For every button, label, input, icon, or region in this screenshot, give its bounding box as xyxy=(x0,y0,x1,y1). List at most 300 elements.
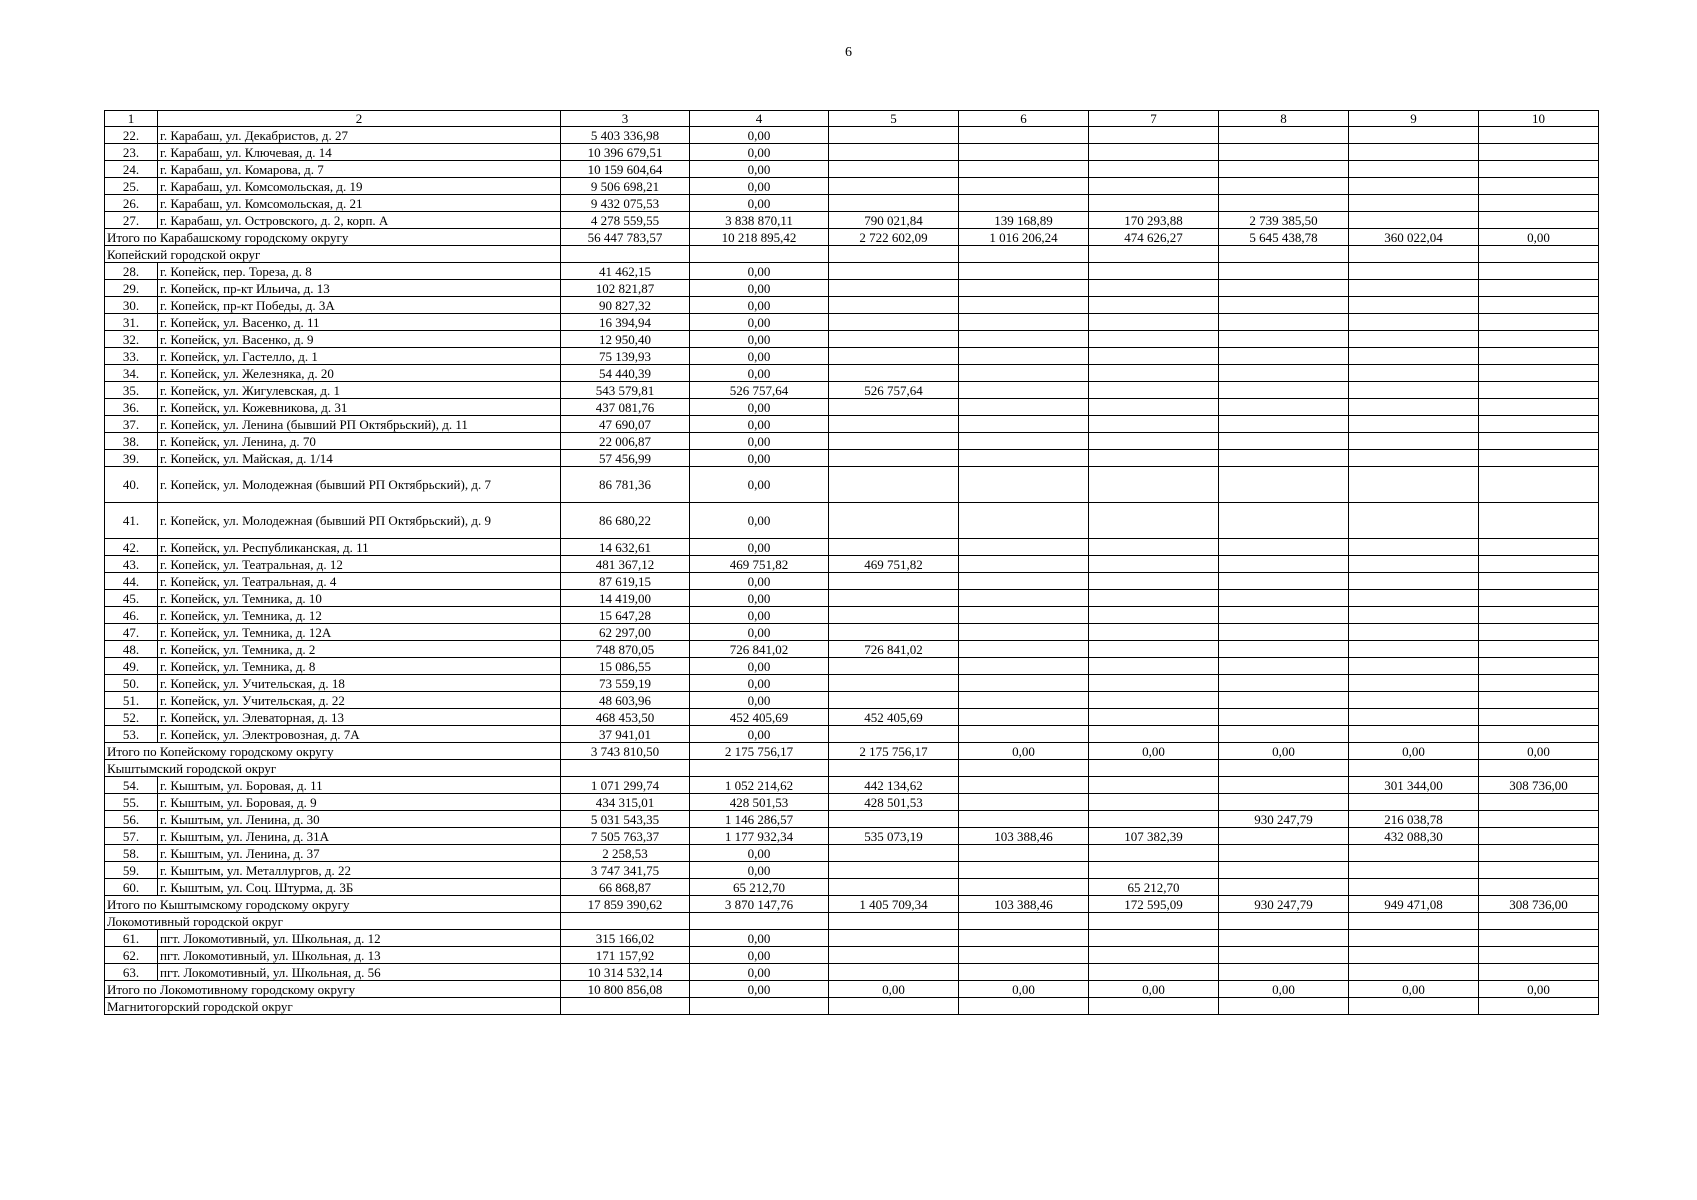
value-cell: 0,00 xyxy=(690,127,829,144)
table-row xyxy=(105,280,1599,297)
total-row xyxy=(105,229,1599,246)
value-cell: 86 781,36 xyxy=(561,467,690,503)
group-label-cell: Копейский городской округ xyxy=(105,246,561,263)
value-cell xyxy=(1219,709,1349,726)
value-cell xyxy=(959,127,1089,144)
value-cell: 37 941,01 xyxy=(561,726,690,743)
address-cell: г. Копейск, ул. Театральная, д. 12 xyxy=(158,556,561,573)
value-cell: 0,00 xyxy=(690,539,829,556)
value-cell xyxy=(1089,382,1219,399)
value-cell xyxy=(1089,692,1219,709)
empty-cell xyxy=(1349,760,1479,777)
empty-cell xyxy=(690,246,829,263)
value-cell xyxy=(1349,726,1479,743)
table-row xyxy=(105,794,1599,811)
address-cell: г. Копейск, ул. Темника, д. 12А xyxy=(158,624,561,641)
total-value-cell: 0,00 xyxy=(690,981,829,998)
value-cell: 0,00 xyxy=(690,658,829,675)
value-cell xyxy=(1219,433,1349,450)
value-cell xyxy=(1089,862,1219,879)
table-row xyxy=(105,314,1599,331)
value-cell: 452 405,69 xyxy=(829,709,959,726)
value-cell xyxy=(1089,178,1219,195)
value-cell xyxy=(1089,641,1219,658)
row-number-cell: 36. xyxy=(105,399,158,416)
value-cell xyxy=(1219,539,1349,556)
value-cell xyxy=(1219,794,1349,811)
value-cell xyxy=(1349,314,1479,331)
value-cell: 468 453,50 xyxy=(561,709,690,726)
value-cell xyxy=(959,641,1089,658)
empty-cell xyxy=(1089,998,1219,1015)
value-cell xyxy=(1349,624,1479,641)
value-cell xyxy=(1089,777,1219,794)
value-cell xyxy=(829,590,959,607)
value-cell: 726 841,02 xyxy=(690,641,829,658)
empty-cell xyxy=(561,246,690,263)
value-cell: 9 432 075,53 xyxy=(561,195,690,212)
value-cell xyxy=(1479,590,1599,607)
row-number-cell: 29. xyxy=(105,280,158,297)
table-row xyxy=(105,503,1599,539)
value-cell xyxy=(959,556,1089,573)
value-cell: 75 139,93 xyxy=(561,348,690,365)
value-cell xyxy=(959,161,1089,178)
value-cell xyxy=(1349,845,1479,862)
table-row xyxy=(105,144,1599,161)
value-cell: 0,00 xyxy=(690,433,829,450)
value-cell xyxy=(959,692,1089,709)
value-cell: 0,00 xyxy=(690,348,829,365)
total-value-cell: 10 218 895,42 xyxy=(690,229,829,246)
value-cell: 930 247,79 xyxy=(1219,811,1349,828)
empty-cell xyxy=(1479,913,1599,930)
value-cell xyxy=(829,862,959,879)
value-cell xyxy=(959,590,1089,607)
value-cell xyxy=(1479,692,1599,709)
value-cell xyxy=(1479,573,1599,590)
value-cell xyxy=(1219,127,1349,144)
total-value-cell: 0,00 xyxy=(1479,743,1599,760)
group-label-cell: Магнитогорский городской округ xyxy=(105,998,561,1015)
address-cell: г. Кыштым, ул. Ленина, д. 37 xyxy=(158,845,561,862)
value-cell: 4 278 559,55 xyxy=(561,212,690,229)
value-cell xyxy=(829,573,959,590)
row-number-cell: 47. xyxy=(105,624,158,641)
value-cell xyxy=(1479,416,1599,433)
total-value-cell: 172 595,09 xyxy=(1089,896,1219,913)
value-cell xyxy=(1479,348,1599,365)
value-cell xyxy=(1219,382,1349,399)
total-value-cell: 1 405 709,34 xyxy=(829,896,959,913)
value-cell xyxy=(1219,365,1349,382)
value-cell xyxy=(1479,811,1599,828)
value-cell xyxy=(959,467,1089,503)
value-cell xyxy=(1349,450,1479,467)
row-number-cell: 42. xyxy=(105,539,158,556)
total-value-cell: 5 645 438,78 xyxy=(1219,229,1349,246)
value-cell: 5 031 543,35 xyxy=(561,811,690,828)
value-cell: 87 619,15 xyxy=(561,573,690,590)
value-cell xyxy=(1479,433,1599,450)
value-cell xyxy=(1349,212,1479,229)
total-value-cell: 308 736,00 xyxy=(1479,896,1599,913)
table-row xyxy=(105,607,1599,624)
value-cell xyxy=(1349,692,1479,709)
value-cell xyxy=(1219,314,1349,331)
value-cell xyxy=(1349,964,1479,981)
value-cell xyxy=(1479,297,1599,314)
table-row xyxy=(105,590,1599,607)
value-cell xyxy=(829,675,959,692)
table-row xyxy=(105,675,1599,692)
row-number-cell: 51. xyxy=(105,692,158,709)
value-cell: 790 021,84 xyxy=(829,212,959,229)
value-cell xyxy=(829,280,959,297)
value-cell: 2 258,53 xyxy=(561,845,690,862)
column-header: 8 xyxy=(1219,111,1349,127)
value-cell xyxy=(829,314,959,331)
value-cell xyxy=(1479,641,1599,658)
value-cell: 48 603,96 xyxy=(561,692,690,709)
row-number-cell: 26. xyxy=(105,195,158,212)
address-cell: г. Копейск, ул. Темника, д. 2 xyxy=(158,641,561,658)
address-cell: г. Копейск, ул. Кожевникова, д. 31 xyxy=(158,399,561,416)
value-cell xyxy=(959,862,1089,879)
empty-cell xyxy=(959,760,1089,777)
value-cell xyxy=(1349,127,1479,144)
total-value-cell: 0,00 xyxy=(1089,981,1219,998)
value-cell: 0,00 xyxy=(690,964,829,981)
total-value-cell: 0,00 xyxy=(1349,743,1479,760)
address-cell: г. Копейск, ул. Ленина, д. 70 xyxy=(158,433,561,450)
value-cell xyxy=(959,811,1089,828)
table-row xyxy=(105,862,1599,879)
address-cell: г. Копейск, ул. Васенко, д. 11 xyxy=(158,314,561,331)
empty-cell xyxy=(959,246,1089,263)
value-cell xyxy=(1219,467,1349,503)
value-cell xyxy=(1219,348,1349,365)
value-cell: 0,00 xyxy=(690,624,829,641)
value-cell xyxy=(829,161,959,178)
value-cell xyxy=(1219,263,1349,280)
row-number-cell: 57. xyxy=(105,828,158,845)
value-cell: 47 690,07 xyxy=(561,416,690,433)
row-number-cell: 37. xyxy=(105,416,158,433)
row-number-cell: 35. xyxy=(105,382,158,399)
value-cell xyxy=(1219,556,1349,573)
total-value-cell: 0,00 xyxy=(959,981,1089,998)
value-cell: 65 212,70 xyxy=(690,879,829,896)
value-cell xyxy=(1479,195,1599,212)
address-cell: пгт. Локомотивный, ул. Школьная, д. 13 xyxy=(158,947,561,964)
address-cell: пгт. Локомотивный, ул. Школьная, д. 12 xyxy=(158,930,561,947)
value-cell xyxy=(1089,195,1219,212)
value-cell xyxy=(1349,433,1479,450)
total-value-cell: 930 247,79 xyxy=(1219,896,1349,913)
value-cell xyxy=(959,178,1089,195)
row-number-cell: 27. xyxy=(105,212,158,229)
address-cell: г. Копейск, ул. Ленина (бывший РП Октябрьский), д. 11 xyxy=(158,416,561,433)
table-row xyxy=(105,709,1599,726)
row-number-cell: 44. xyxy=(105,573,158,590)
table-row xyxy=(105,845,1599,862)
total-value-cell: 3 743 810,50 xyxy=(561,743,690,760)
value-cell xyxy=(1219,964,1349,981)
value-cell xyxy=(1479,658,1599,675)
value-cell: 0,00 xyxy=(690,416,829,433)
address-cell: г. Карабаш, ул. Комарова, д. 7 xyxy=(158,161,561,178)
address-cell: г. Копейск, ул. Молодежная (бывший РП Октябрьский), д. 7 xyxy=(158,467,561,503)
value-cell xyxy=(1479,828,1599,845)
value-cell xyxy=(1479,382,1599,399)
value-cell xyxy=(1219,161,1349,178)
value-cell: 1 177 932,34 xyxy=(690,828,829,845)
row-number-cell: 53. xyxy=(105,726,158,743)
value-cell: 748 870,05 xyxy=(561,641,690,658)
value-cell xyxy=(1349,794,1479,811)
value-cell xyxy=(959,658,1089,675)
row-number-cell: 25. xyxy=(105,178,158,195)
value-cell xyxy=(1089,658,1219,675)
empty-cell xyxy=(1219,998,1349,1015)
table-row xyxy=(105,450,1599,467)
value-cell xyxy=(829,845,959,862)
empty-cell xyxy=(1479,760,1599,777)
total-value-cell: 949 471,08 xyxy=(1349,896,1479,913)
empty-cell xyxy=(690,913,829,930)
table-body xyxy=(105,127,1599,1015)
value-cell xyxy=(1219,573,1349,590)
table-row xyxy=(105,692,1599,709)
value-cell xyxy=(1479,964,1599,981)
value-cell xyxy=(1219,658,1349,675)
empty-cell xyxy=(1089,913,1219,930)
table-row xyxy=(105,947,1599,964)
address-cell: г. Кыштым, ул. Боровая, д. 11 xyxy=(158,777,561,794)
empty-cell xyxy=(561,913,690,930)
value-cell xyxy=(1089,365,1219,382)
value-cell: 3 747 341,75 xyxy=(561,862,690,879)
value-cell xyxy=(1219,862,1349,879)
value-cell: 1 052 214,62 xyxy=(690,777,829,794)
value-cell xyxy=(959,709,1089,726)
value-cell: 62 297,00 xyxy=(561,624,690,641)
value-cell: 16 394,94 xyxy=(561,314,690,331)
value-cell: 103 388,46 xyxy=(959,828,1089,845)
address-cell: г. Копейск, ул. Васенко, д. 9 xyxy=(158,331,561,348)
value-cell: 10 314 532,14 xyxy=(561,964,690,981)
value-cell xyxy=(829,365,959,382)
value-cell xyxy=(1349,709,1479,726)
value-cell: 57 456,99 xyxy=(561,450,690,467)
total-value-cell: 360 022,04 xyxy=(1349,229,1479,246)
value-cell xyxy=(1479,450,1599,467)
table-row xyxy=(105,195,1599,212)
address-cell: г. Копейск, ул. Республиканская, д. 11 xyxy=(158,539,561,556)
value-cell xyxy=(1089,297,1219,314)
group-label-cell: Кыштымский городской округ xyxy=(105,760,561,777)
value-cell xyxy=(1349,467,1479,503)
value-cell xyxy=(829,433,959,450)
table-row xyxy=(105,331,1599,348)
value-cell xyxy=(1479,503,1599,539)
value-cell xyxy=(959,845,1089,862)
row-number-cell: 61. xyxy=(105,930,158,947)
empty-cell xyxy=(561,998,690,1015)
value-cell: 0,00 xyxy=(690,675,829,692)
value-cell xyxy=(1219,828,1349,845)
value-cell xyxy=(1089,348,1219,365)
value-cell xyxy=(1089,607,1219,624)
column-header: 9 xyxy=(1349,111,1479,127)
page-number: 6 xyxy=(845,45,852,60)
value-cell xyxy=(1479,879,1599,896)
address-cell: г. Кыштым, ул. Соц. Штурма, д. 3Б xyxy=(158,879,561,896)
group-header-row xyxy=(105,913,1599,930)
value-cell xyxy=(1349,658,1479,675)
value-cell xyxy=(1219,624,1349,641)
value-cell xyxy=(1479,539,1599,556)
value-cell xyxy=(1349,641,1479,658)
value-cell xyxy=(959,624,1089,641)
value-cell xyxy=(1349,178,1479,195)
empty-cell xyxy=(829,760,959,777)
value-cell: 3 838 870,11 xyxy=(690,212,829,229)
row-number-cell: 30. xyxy=(105,297,158,314)
table-row xyxy=(105,539,1599,556)
value-cell: 0,00 xyxy=(690,161,829,178)
address-cell: г. Копейск, ул. Железняка, д. 20 xyxy=(158,365,561,382)
row-number-cell: 60. xyxy=(105,879,158,896)
value-cell xyxy=(1089,503,1219,539)
row-number-cell: 56. xyxy=(105,811,158,828)
empty-cell xyxy=(1349,246,1479,263)
address-cell: г. Копейск, ул. Электровозная, д. 7А xyxy=(158,726,561,743)
row-number-cell: 59. xyxy=(105,862,158,879)
empty-cell xyxy=(959,913,1089,930)
value-cell: 5 403 336,98 xyxy=(561,127,690,144)
value-cell xyxy=(829,348,959,365)
value-cell: 308 736,00 xyxy=(1479,777,1599,794)
value-cell xyxy=(1349,263,1479,280)
value-cell: 0,00 xyxy=(690,845,829,862)
address-cell: г. Копейск, ул. Темника, д. 10 xyxy=(158,590,561,607)
value-cell xyxy=(829,539,959,556)
value-cell xyxy=(1089,573,1219,590)
empty-cell xyxy=(1479,998,1599,1015)
table-row xyxy=(105,348,1599,365)
value-cell: 10 159 604,64 xyxy=(561,161,690,178)
total-value-cell: 10 800 856,08 xyxy=(561,981,690,998)
row-number-cell: 62. xyxy=(105,947,158,964)
table-row xyxy=(105,964,1599,981)
value-cell xyxy=(829,331,959,348)
value-cell: 170 293,88 xyxy=(1089,212,1219,229)
value-cell: 54 440,39 xyxy=(561,365,690,382)
row-number-cell: 24. xyxy=(105,161,158,178)
table-row xyxy=(105,556,1599,573)
address-cell: г. Копейск, ул. Жигулевская, д. 1 xyxy=(158,382,561,399)
value-cell xyxy=(1089,314,1219,331)
value-cell: 0,00 xyxy=(690,195,829,212)
table-row xyxy=(105,416,1599,433)
value-cell xyxy=(1479,624,1599,641)
value-cell xyxy=(1219,947,1349,964)
value-cell xyxy=(1479,280,1599,297)
value-cell xyxy=(1089,930,1219,947)
empty-cell xyxy=(1349,913,1479,930)
value-cell xyxy=(959,503,1089,539)
value-cell: 139 168,89 xyxy=(959,212,1089,229)
value-cell xyxy=(1219,331,1349,348)
total-row xyxy=(105,981,1599,998)
value-cell xyxy=(1219,503,1349,539)
value-cell xyxy=(1349,297,1479,314)
value-cell xyxy=(1349,331,1479,348)
value-cell xyxy=(1089,811,1219,828)
value-cell xyxy=(959,348,1089,365)
value-cell xyxy=(1089,726,1219,743)
value-cell: 14 632,61 xyxy=(561,539,690,556)
table-row xyxy=(105,777,1599,794)
table-row xyxy=(105,263,1599,280)
value-cell xyxy=(1089,964,1219,981)
table-row xyxy=(105,382,1599,399)
total-value-cell: 2 175 756,17 xyxy=(690,743,829,760)
value-cell: 0,00 xyxy=(690,178,829,195)
value-cell xyxy=(959,263,1089,280)
row-number-cell: 63. xyxy=(105,964,158,981)
total-value-cell: 17 859 390,62 xyxy=(561,896,690,913)
value-cell xyxy=(829,297,959,314)
value-cell: 428 501,53 xyxy=(690,794,829,811)
value-cell xyxy=(829,726,959,743)
total-value-cell: 0,00 xyxy=(1479,229,1599,246)
value-cell xyxy=(1219,416,1349,433)
total-value-cell: 0,00 xyxy=(829,981,959,998)
value-cell xyxy=(829,144,959,161)
value-cell xyxy=(1089,590,1219,607)
total-row xyxy=(105,743,1599,760)
value-cell xyxy=(1349,399,1479,416)
total-value-cell: 2 722 602,09 xyxy=(829,229,959,246)
value-cell: 452 405,69 xyxy=(690,709,829,726)
value-cell xyxy=(1219,399,1349,416)
value-cell: 65 212,70 xyxy=(1089,879,1219,896)
value-cell: 469 751,82 xyxy=(690,556,829,573)
total-value-cell: 0,00 xyxy=(1219,981,1349,998)
value-cell: 481 367,12 xyxy=(561,556,690,573)
value-cell xyxy=(1479,263,1599,280)
value-cell: 66 868,87 xyxy=(561,879,690,896)
value-cell xyxy=(1479,607,1599,624)
value-cell xyxy=(1479,675,1599,692)
table-row xyxy=(105,161,1599,178)
value-cell xyxy=(959,607,1089,624)
value-cell xyxy=(829,503,959,539)
value-cell xyxy=(1089,127,1219,144)
empty-cell xyxy=(1479,246,1599,263)
value-cell xyxy=(829,930,959,947)
address-cell: г. Кыштым, ул. Боровая, д. 9 xyxy=(158,794,561,811)
value-cell xyxy=(1479,212,1599,229)
value-cell xyxy=(1219,280,1349,297)
address-cell: г. Копейск, ул. Театральная, д. 4 xyxy=(158,573,561,590)
table-row xyxy=(105,658,1599,675)
value-cell: 73 559,19 xyxy=(561,675,690,692)
value-cell xyxy=(1089,280,1219,297)
